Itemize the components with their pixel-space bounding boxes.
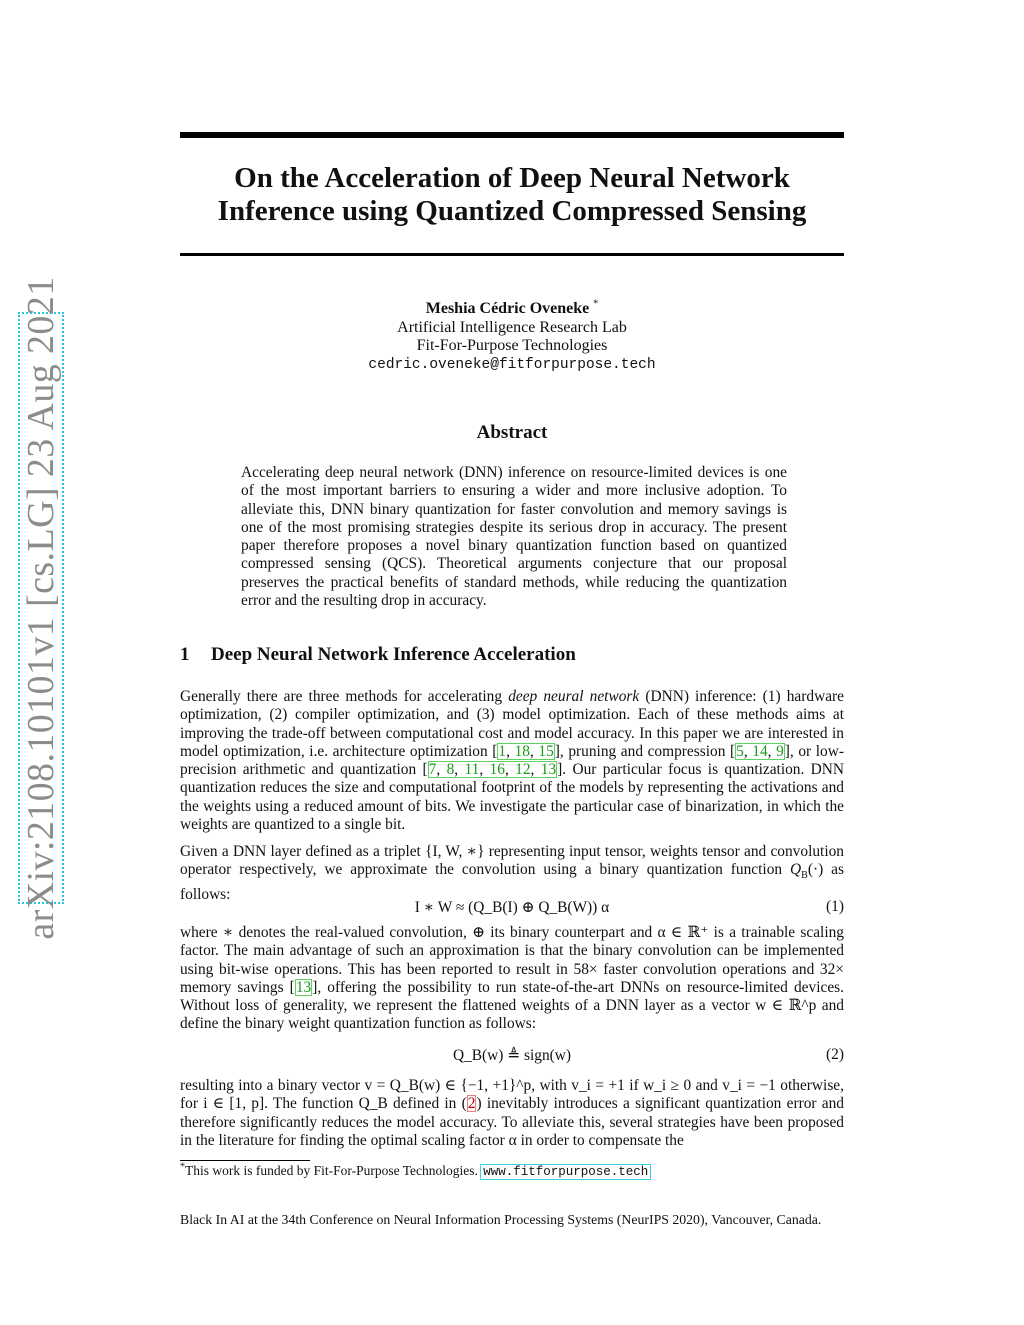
footnote — [180, 1163, 844, 1180]
citation-group-quantization[interactable]: 7, 8, 11, 16, 12, 13 — [428, 761, 557, 779]
equation-reference[interactable]: 2 — [467, 1095, 476, 1113]
paper-title: On the Acceleration of Deep Neural Network Inference using Quantized Compressed Sensing — [217, 162, 807, 227]
citation[interactable]: 16 — [489, 761, 505, 779]
citation[interactable]: 13 — [540, 761, 557, 779]
venue-note: Black In AI at the 34th Conference on Neural Information Processing Systems (NeurIPS 2020), Vancouver, Canada. — [180, 1212, 822, 1227]
citation[interactable]: 14 — [752, 742, 768, 760]
equation-2-body: Q_B(w) ≜ sign(w) — [452, 1047, 572, 1064]
author-block — [180, 300, 844, 374]
citation[interactable]: 7 — [428, 761, 437, 779]
section-number: 1 — [180, 644, 190, 665]
citation[interactable]: 9 — [776, 742, 784, 760]
paragraph-triplet: Given a DNN layer defined as a triplet {I, W, ∗} representing input tensor, weights tensor and convolution operator respectively, we approximate the convolution using a binary quantization function $Q_B(\cdot)$ as follows: — [180, 843, 844, 903]
equation-1-number: (1) — [826, 898, 844, 915]
section-heading — [180, 644, 844, 666]
citation[interactable]: 8 — [446, 761, 455, 779]
citation[interactable]: 5 — [736, 742, 744, 760]
equation-2-number: (2) — [826, 1046, 844, 1063]
title-top-rule — [180, 132, 844, 138]
citation[interactable]: 18 — [514, 742, 530, 760]
footnote-rule — [180, 1160, 310, 1161]
citation-group-pruning[interactable]: 5, 14, 9 — [736, 742, 784, 760]
citation[interactable]: 15 — [538, 742, 554, 760]
paragraph-methods: Generally there are three methods for accelerating deep neural network (DNN) inference: (1) hardware optimization, (2) compiler optimization, and (3) model optimization. Each of these methods aims at improving the trade-off between computational cost and model accuracy. In this paper we are interested in model optimization, i.e. architecture optimization [1, 18, 15], pruning and compression [5, 14, 9], or low-precision arithmetic and quantization [7, 8, 11, 16, 12, 13]. Our particular focus is quantization. DNN quantization reduces the size and computational footprint of the models by representing the activations and the weights using a reduced amount of bits. We investigate the particular case of binarization, in which the weights are quantized to a single bit. — [180, 688, 845, 834]
citation[interactable]: 12 — [515, 761, 531, 779]
citation[interactable]: 13 — [295, 978, 312, 996]
arxiv-stamp[interactable]: arXiv:2108.10101v1 [cs.LG] 23 Aug 2021 — [20, 276, 62, 940]
equation-1-body: I ∗ W ≈ (Q_B(I) ⊕ Q_B(W)) α — [414, 899, 610, 916]
footnote-text: This work is funded by Fit-For-Purpose Technologies. — [185, 1163, 482, 1178]
author-footnote-mark: * — [593, 298, 599, 310]
abstract-text: Accelerating deep neural network (DNN) inference on resource-limited devices is one of the most important barriers to ensuring a wider and more inclusive adoption. To alleviate this, DNN binary quantization for faster convolution and memory savings is one of the most promising strategies despite its serious drop in accuracy. The present paper therefore proposes a novel binary quantization function based on quantized compressed sensing (QCS). Theoretical arguments conjecture that our proposal preserves the practical benefits of standard methods, while reducing the quantization error and the resulting drop in accuracy. — [241, 464, 787, 610]
author-email[interactable]: cedric.oveneke@fitforpurpose.tech — [368, 356, 656, 373]
title-bottom-rule — [180, 253, 844, 256]
footnote-url-link[interactable]: www.fitforpurpose.tech — [483, 1165, 649, 1179]
citation[interactable]: 1 — [498, 742, 507, 760]
citation[interactable]: 11 — [464, 761, 480, 779]
affiliation-company: Fit-For-Purpose Technologies — [416, 337, 608, 354]
paragraph-binary-convolution: where ∗ denotes the real-valued convolution, ⊕ its binary counterpart and α ∈ ℝ⁺ is a trainable scaling factor. The main advantage of such an approximation is that the binary convolution can be implemented using bit-wise operations. This has been reported to result in 58× faster convolution operations and 32× memory savings [13], offering the possibility to run state-of-the-art DNNs on resource-limited devices. Without loss of generality, we represent the flattened weights of a DNN layer as a vector w ∈ ℝ^p and define the binary weight quantization function as follows: — [180, 924, 844, 1033]
paragraph-binary-vector: resulting into a binary vector v = Q_B(w) ∈ {−1, +1}^p, with v_i = +1 if w_i ≥ 0 and v_i = −1 otherwise, for i ∈ [1, p]. The function Q_B defined in (2) inevitably introduces a significant quantization error and therefore significantly reduces the model accuracy. To alleviate this, several strategies have been proposed in the literature for finding the optimal scaling factor α in order to compensate the — [180, 1077, 845, 1149]
section-title: Deep Neural Network Inference Acceleration — [211, 644, 576, 665]
abstract-heading: Abstract — [476, 422, 548, 443]
author-name: Meshia Cédric Oveneke — [425, 300, 590, 317]
emphasis-dnn: deep neural network — [508, 688, 640, 705]
affiliation-lab: Artificial Intelligence Research Lab — [397, 318, 627, 336]
footnote-mark: * — [180, 1161, 185, 1173]
equation-2 — [180, 1046, 844, 1065]
citation-group-architecture[interactable]: 1, 18, 15 — [498, 742, 554, 760]
equation-1 — [180, 898, 844, 917]
